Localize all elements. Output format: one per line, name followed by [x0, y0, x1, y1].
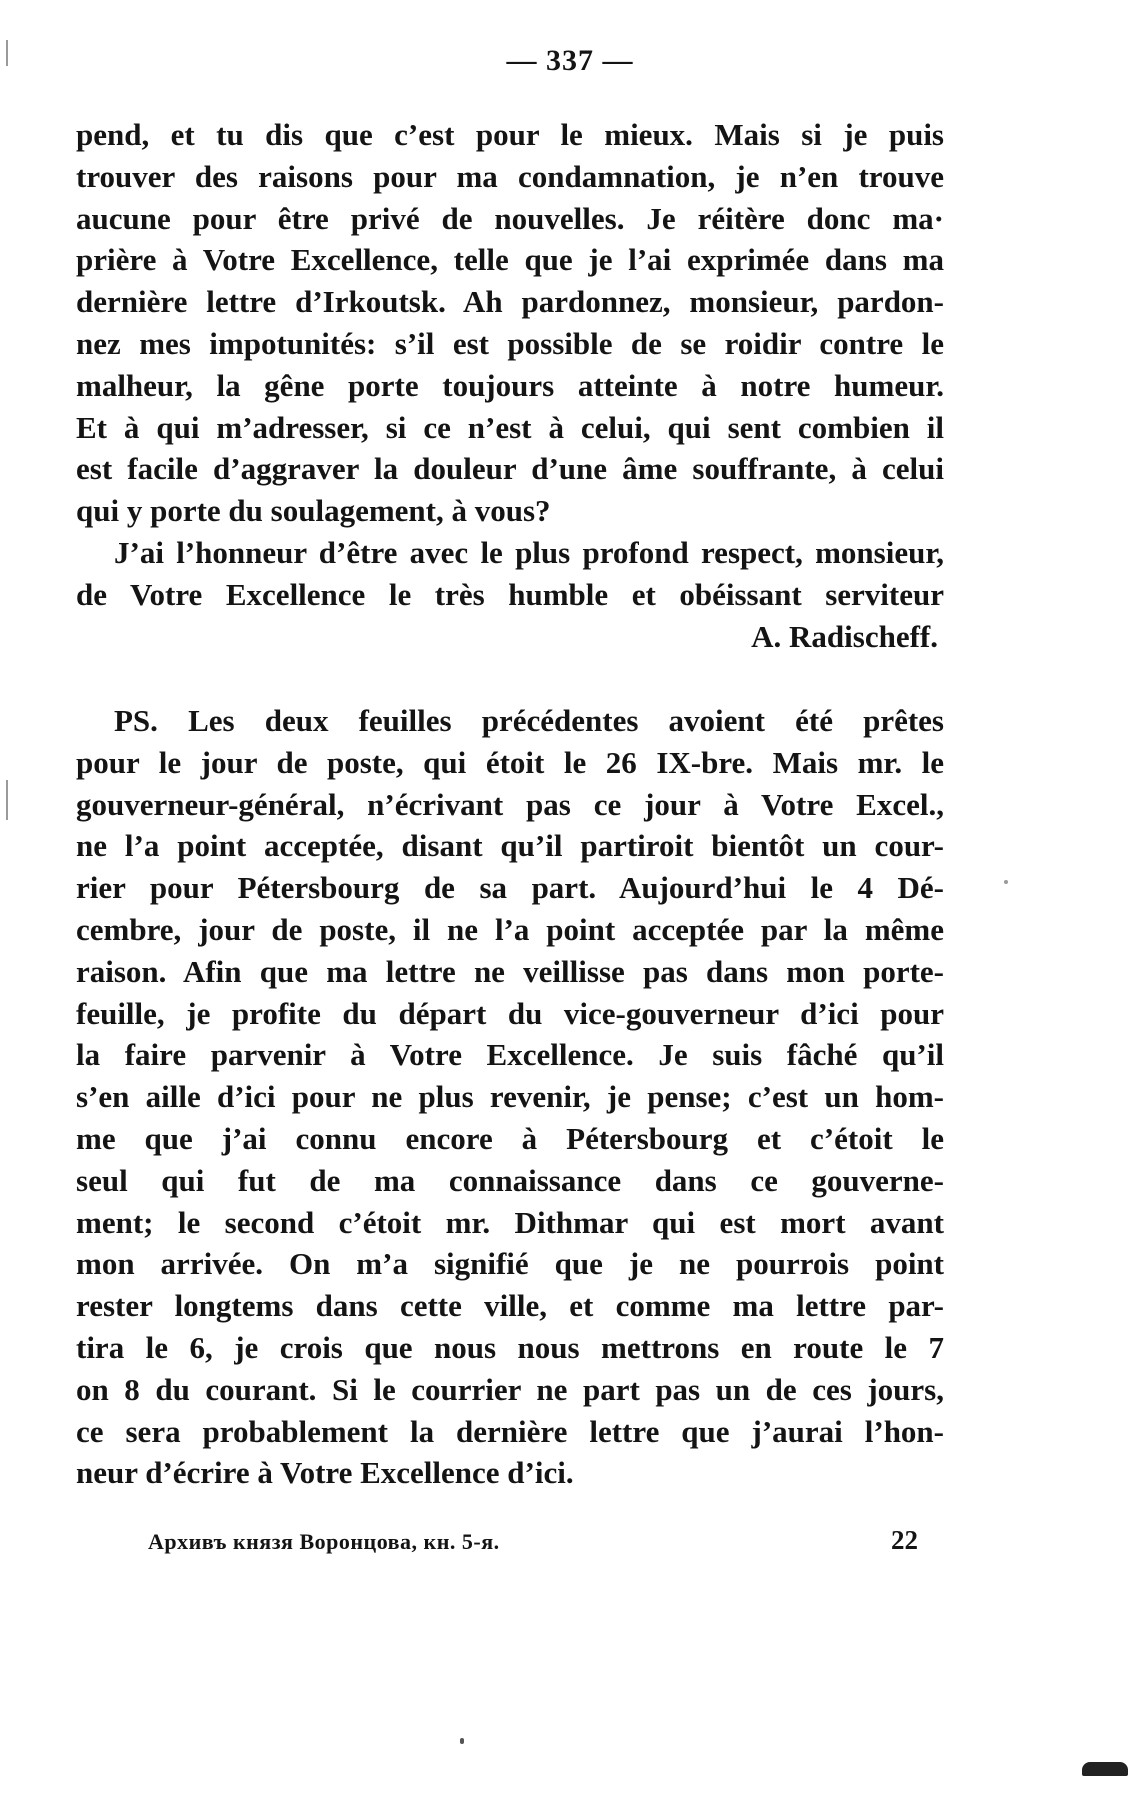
postscript-first-line: [76, 700, 944, 742]
text-line: ment; le second c’étoit mr. Dithmar qui est mort avant: [76, 1204, 944, 1240]
text-line: ne l’a point acceptée, disant qu’il partiroit bientôt un cour-: [76, 828, 944, 864]
text-line: prière à Votre Excellence, telle que je l’ai exprimée dans ma: [76, 242, 944, 278]
postscript-label: PS.: [114, 703, 158, 738]
text-line: s’en aille d’ici pour ne plus revenir, je pense; c’est un hom-: [76, 1079, 944, 1115]
text-line: rier pour Pétersbourg de sa part. Aujourd’hui le 4 Dé-: [76, 870, 944, 906]
letter-body: [76, 114, 944, 657]
page-footer: [148, 1525, 918, 1556]
text-line: aucune pour être privé de nouvelles. Je réitère donc ma·: [76, 200, 944, 236]
text-line: feuille, je profite du départ du vice-gouverneur d’ici pour: [76, 995, 944, 1031]
text-line: tira le 6, je crois que nous nous mettrons en route le 7: [76, 1329, 944, 1365]
postscript-first-line-text: Les deux feuilles précédentes avoient été prêtes: [188, 703, 944, 738]
scan-edge-mark: [1082, 1762, 1128, 1776]
scan-edge-mark: [1004, 880, 1008, 884]
text-line: nez mes impotunités: s’il est possible de se roidir contre le: [76, 325, 944, 361]
text-line: ce sera probablement la dernière lettre que j’aurai l’hon-: [76, 1413, 944, 1449]
text-line: dernière lettre d’Irkoutsk. Ah pardonnez, monsieur, pardon-: [76, 284, 944, 320]
signature: A. Radischeff.: [751, 618, 938, 654]
text-line: est facile d’aggraver la douleur d’une âme souffrante, à celui: [76, 451, 944, 487]
text-line: pour le jour de poste, qui étoit le 26 IX-bre. Mais mr. le: [76, 744, 944, 780]
text-line: trouver des raisons pour ma condamnation, je n’en trouve: [76, 158, 944, 194]
scan-edge-mark: [6, 780, 8, 820]
text-line: seul qui fut de ma connaissance dans ce gouverne-: [76, 1162, 944, 1198]
text-line: neur d’écrire à Votre Excellence d’ici.: [76, 1455, 574, 1491]
text-line: rester longtems dans cette ville, et comme ma lettre par-: [76, 1288, 944, 1324]
text-line: mon arrivée. On m’a signifié que je ne pourrois point: [76, 1246, 944, 1282]
text-line: cembre, jour de poste, il ne l’a point acceptée par la même: [76, 911, 944, 947]
text-line: qui y porte du soulagement, à vous?: [76, 493, 551, 529]
text-line: gouverneur-général, n’écrivant pas ce jour à Votre Excel.,: [76, 786, 944, 822]
text-line: la faire parvenir à Votre Excellence. Je suis fâché qu’il: [76, 1037, 944, 1073]
page-number: — 337 —: [506, 44, 634, 77]
text-line: Et à qui m’adresser, si ce n’est à celui, qui sent combien il: [76, 409, 944, 445]
scan-edge-mark: [460, 1738, 464, 1744]
archive-note: Архивъ князя Воронцова, кн. 5-я.: [148, 1529, 500, 1554]
scan-edge-mark: [6, 40, 8, 66]
text-line: on 8 du courant. Si le courrier ne part pas un de ces jours,: [76, 1371, 944, 1407]
postscript: [76, 700, 944, 1494]
text-line: malheur, la gêne porte toujours atteinte à notre humeur.: [76, 367, 944, 403]
closing-line: J’ai l’honneur d’être avec le plus profond respect, monsieur,: [114, 534, 944, 570]
text-line: me que j’ai connu encore à Pétersbourg et c’étoit le: [76, 1120, 944, 1156]
text-line: pend, et tu dis que c’est pour le mieux. Mais si je puis: [76, 117, 944, 152]
sheet-number: 22: [891, 1525, 918, 1555]
text-line: raison. Afin que ma lettre ne veillisse pas dans mon porte-: [76, 953, 944, 989]
closing-line: de Votre Excellence le très humble et obéissant serviteur: [76, 576, 944, 612]
